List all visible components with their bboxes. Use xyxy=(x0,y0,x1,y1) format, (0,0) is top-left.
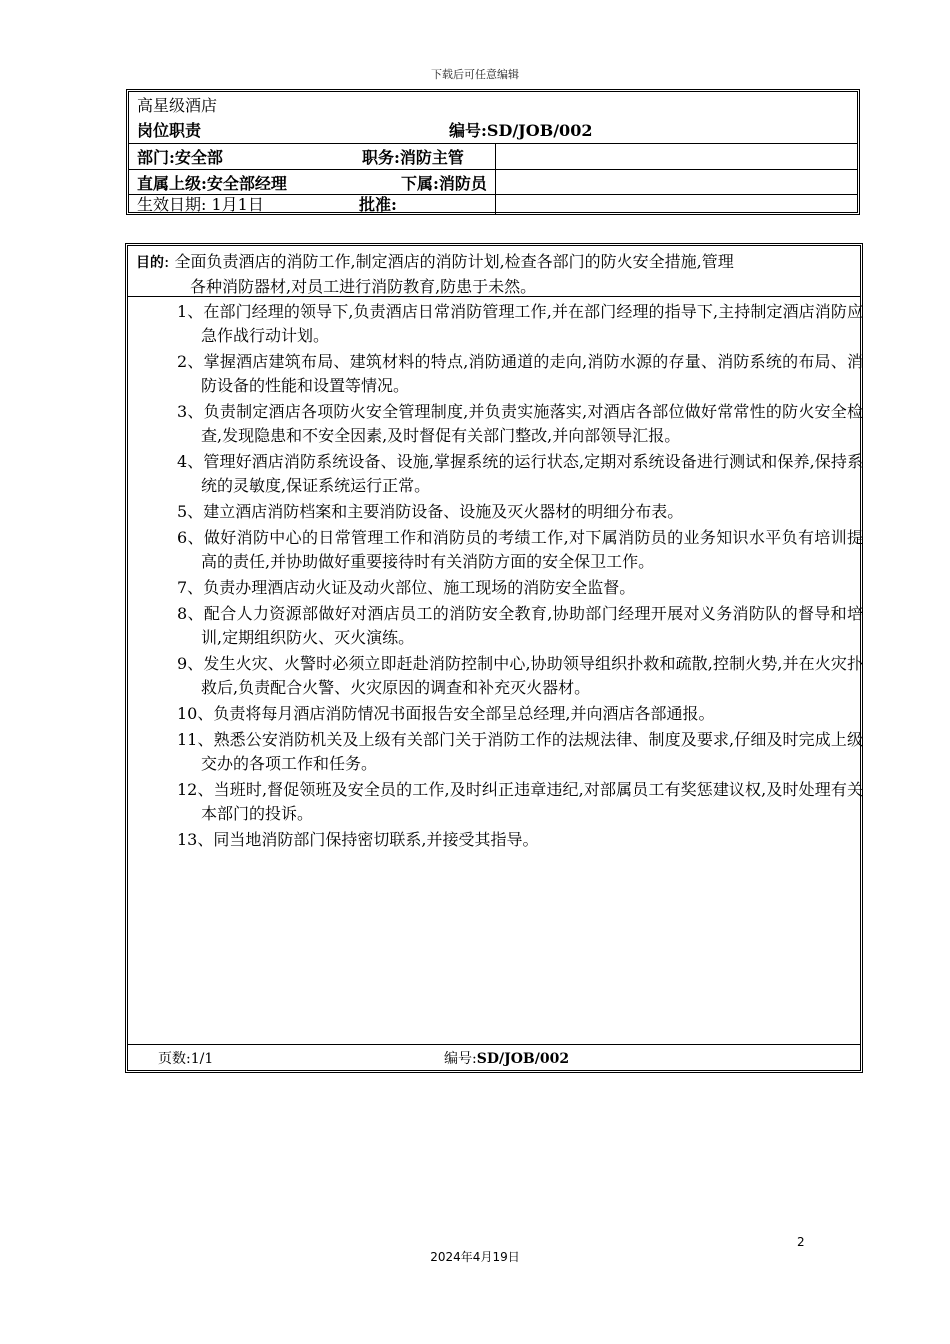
duties-table xyxy=(125,243,863,1073)
department: 部门:安全部 xyxy=(137,148,223,167)
purpose-text-2: 各种消防器材,对员工进行消防教育,防患于未然。 xyxy=(190,277,537,296)
footer-divider xyxy=(128,1044,860,1045)
purpose-section xyxy=(136,250,856,299)
duty-number: 4、 xyxy=(177,452,204,471)
duty-text xyxy=(173,300,863,348)
duty-number: 9、 xyxy=(177,654,204,673)
duty-body: 熟悉公安消防机关及上级有关部门关于消防工作的法规法律、制度及要求,仔细及时完成上级交办的各项工作和任务。 xyxy=(201,730,863,773)
duty-item xyxy=(173,602,863,650)
footer-row xyxy=(128,1046,860,1070)
duty-number: 6、 xyxy=(177,528,204,547)
duty-number: 11、 xyxy=(177,730,214,749)
duty-number: 8、 xyxy=(177,604,204,623)
date-note: 2024年4月19日 xyxy=(430,1250,520,1264)
duty-body: 负责将每月酒店消防情况书面报告安全部呈总经理,并向酒店各部通报。 xyxy=(213,704,715,723)
page-count: 页数:1/1 xyxy=(158,1051,214,1067)
duty-text xyxy=(173,652,863,700)
duty-body: 管理好酒店消防系统设备、设施,掌握系统的运行状态,定期对系统设备进行测试和保养,保持系统的灵敏度,保证系统运行正常。 xyxy=(201,452,863,495)
subordinate: 下属:消防员 xyxy=(401,174,487,193)
header-row-title xyxy=(129,92,857,144)
duty-text xyxy=(173,602,863,650)
duty-text xyxy=(173,576,635,600)
duty-number: 10、 xyxy=(177,704,214,723)
duty-text xyxy=(173,500,683,524)
header-table xyxy=(126,89,860,215)
duties-list xyxy=(173,300,863,854)
duty-body: 当班时,督促领班及安全员的工作,及时纠正违章违纪,对部属员工有奖惩建议权,及时处理有关本部门的投诉。 xyxy=(201,780,863,823)
header-row-dept xyxy=(129,143,857,170)
duty-text xyxy=(173,450,863,498)
duty-number: 2、 xyxy=(177,352,204,371)
duty-item xyxy=(173,350,863,398)
page-number: 2 xyxy=(797,1235,805,1249)
duty-text xyxy=(173,702,714,726)
top-note: 下载后可任意编辑 xyxy=(431,68,519,81)
header-divider xyxy=(495,143,496,214)
duty-body: 发生火灾、火警时必须立即赶赴消防控制中心,协助领导组织扑救和疏散,控制火势,并在火灾扑救后,负责配合火警、火灾原因的调查和补充灭火器材。 xyxy=(201,654,863,697)
duty-text xyxy=(173,778,863,826)
duty-body: 掌握酒店建筑布局、建筑材料的特点,消防通道的走向,消防水源的存量、消防系统的布局、消防设备的性能和设置等情况。 xyxy=(201,352,863,395)
duty-body: 配合人力资源部做好对酒店员工的消防安全教育,协助部门经理开展对义务消防队的督导和培训,定期组织防火、灭火演练。 xyxy=(201,604,863,647)
duty-text xyxy=(173,350,863,398)
doc-code: 编号:SD/JOB/002 xyxy=(449,121,593,140)
purpose-divider xyxy=(128,296,860,297)
duty-body: 负责办理酒店动火证及动火部位、施工现场的消防安全监督。 xyxy=(203,578,636,597)
duty-text xyxy=(173,728,863,776)
duty-item xyxy=(173,400,863,448)
duty-number: 12、 xyxy=(177,780,214,799)
duty-item xyxy=(173,300,863,348)
duty-number: 7、 xyxy=(177,578,204,597)
purpose-text-1: : 全面负责酒店的消防工作,制定酒店的消防计划,检查各部门的防火安全措施,管理 xyxy=(164,252,734,271)
duty-item xyxy=(173,500,863,524)
duty-body: 在部门经理的领导下,负责酒店日常消防管理工作,并在部门经理的指导下,主持制定酒店消防应急作战行动计划。 xyxy=(201,302,863,345)
duty-item xyxy=(173,652,863,700)
duty-text xyxy=(173,400,863,448)
duty-number: 3、 xyxy=(177,402,204,421)
duty-item xyxy=(173,778,863,826)
duty-body: 建立酒店消防档案和主要消防设备、设施及灭火器材的明细分布表。 xyxy=(203,502,684,521)
position: 职务:消防主管 xyxy=(362,148,464,167)
effective-date: 生效日期: 1月1日 xyxy=(137,195,264,214)
duty-item xyxy=(173,702,863,726)
duty-body: 负责制定酒店各项防火安全管理制度,并负责实施落实,对酒店各部位做好常常性的防火安全检查,发现隐患和不安全因素,及时督促有关部门整改,并向部领导汇报。 xyxy=(201,402,863,445)
duty-item xyxy=(173,450,863,498)
duty-number: 5、 xyxy=(177,502,204,521)
duty-item xyxy=(173,576,863,600)
doc-title: 岗位职责 xyxy=(137,121,202,140)
duty-text xyxy=(173,828,538,852)
duty-item xyxy=(173,828,863,852)
duty-body: 做好消防中心的日常管理工作和消防员的考绩工作,对下属消防员的业务知识水平负有培训提高的责任,并协助做好重要接待时有关消防方面的安全保卫工作。 xyxy=(201,528,863,571)
duty-item xyxy=(173,728,863,776)
duty-body: 同当地消防部门保持密切联系,并接受其指导。 xyxy=(213,830,539,849)
header-row-effective xyxy=(129,194,857,212)
duty-number: 13、 xyxy=(177,830,214,849)
footer-code-value: SD/JOB/002 xyxy=(476,1051,570,1067)
hotel-name: 高星级酒店 xyxy=(137,96,218,115)
superior: 直属上级:安全部经理 xyxy=(137,174,287,193)
duty-number: 1、 xyxy=(177,302,204,321)
purpose-label: 目的 xyxy=(136,255,164,271)
footer-code xyxy=(444,1048,569,1068)
footer-code-prefix: 编号: xyxy=(444,1051,477,1067)
approval: 批准: xyxy=(359,195,397,214)
duty-text xyxy=(173,526,863,574)
duty-item xyxy=(173,526,863,574)
